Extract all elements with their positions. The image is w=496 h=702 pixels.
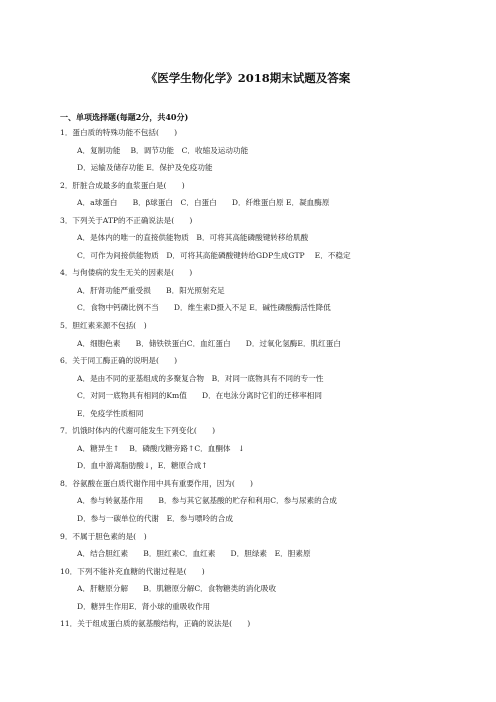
- answer-options: A．参与转氨基作用 B．参与其它氨基酸的贮存和利用C．参与尿素的合成: [77, 496, 337, 506]
- answer-options: A．是由不同的亚基组成的多聚复合物 B．对同一底物具有不同的专一性: [77, 373, 324, 383]
- question-stem: 11．关于组成蛋白质的氨基酸结构，正确的说法是( ): [60, 619, 251, 629]
- answer-options: D．糖异生作用E．肾小球的重吸收作用: [77, 601, 211, 611]
- answer-options: D．血中游离脂肪酸↓，E．糖原合成↑: [77, 461, 208, 471]
- answer-options: D．参与一碳单位的代谢 E．参与嘌呤的合成: [77, 514, 233, 524]
- question-stem: 4．与佝偻病的发生无关的因素是( ): [60, 268, 193, 278]
- answer-options: A．复制功能 B．调节功能 C．收缩及运动功能: [77, 145, 249, 155]
- answer-options: A．糖异生↑ B．磷酸戊糖旁路↑C．血酮体 ↓: [77, 443, 245, 453]
- question-stem: 9．不属于胆色素的是( ): [60, 531, 147, 541]
- question-stem: 7．饥饿时体内的代谢可能发生下列变化( ): [60, 426, 216, 436]
- page-title: 《医学生物化学》2018期末试题及答案: [145, 71, 351, 85]
- section-heading: 一、单项选择题(每题2分，共40分): [60, 112, 189, 122]
- question-stem: 2．肝脏合成最多的血浆蛋白是( ): [60, 180, 185, 190]
- answer-options: D．运输及储存功能 E．保护及免疫功能: [77, 163, 213, 173]
- question-stem: 3．下列关于ATP的不正确说法是( ): [60, 215, 193, 225]
- question-stem: 1．蛋白质的特殊功能不包括( ): [60, 128, 178, 137]
- answer-options: A．a球蛋白 B．β球蛋白 C．白蛋白 D．纤维蛋白原 E．凝血酶原: [77, 198, 330, 208]
- answer-options: C．可作为间接供能物质 D．可将其高能磷酸键转给GDP生成GTP E．不稳定: [77, 250, 351, 260]
- answer-options: C．对同一底物具有相同的Km值 D．在电泳分离时它们的迁移率相同: [77, 391, 322, 401]
- answer-options: C．食物中钙磷比例不当 D．维生素D摄入不足 E．碱性磷酸酶活性降低: [77, 303, 331, 313]
- question-stem: 10．下列不能补充血糖的代谢过程是( ): [60, 566, 205, 576]
- answer-options: A．是体内的唯一的直接供能物质 B．可将其高能磷酸键转移给肌酸: [77, 233, 309, 243]
- answer-options: A．肝糖原分解 B．肌糖原分解C．食物糖类的消化吸收: [77, 584, 277, 594]
- question-stem: 8．谷氨酸在蛋白质代谢作用中具有重要作用，因为( ): [60, 478, 254, 488]
- question-stem: 5．胆红素来源不包括( ): [60, 321, 147, 331]
- answer-options: A．细胞色素 B．储铁铁蛋白C．血红蛋白 D．过氧化氢酶E．肌红蛋白: [77, 338, 341, 348]
- answer-options: A．结合胆红素 B．胆红素C．血红素 D．胆绿素 E．胆素原: [77, 549, 311, 559]
- question-stem: 6．关于同工酶正确的说明是( ): [60, 356, 178, 366]
- answer-options: E．免疫学性质相同: [77, 408, 144, 418]
- question-list: [60, 124, 460, 633]
- answer-options: A．肝肾功能严重受损 B．阳光照射充足: [77, 285, 225, 295]
